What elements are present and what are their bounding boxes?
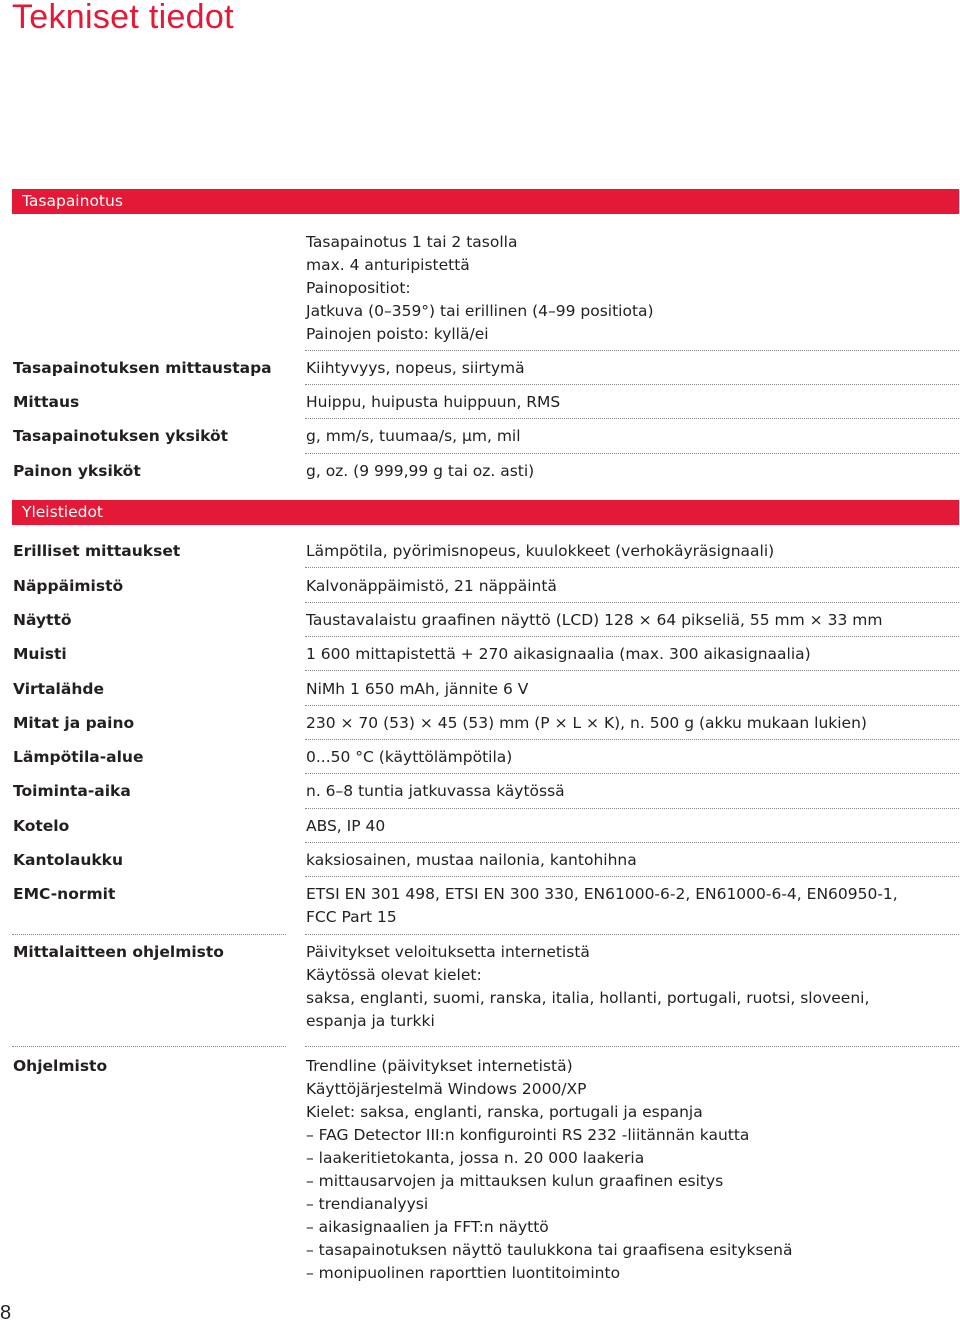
row-separator bbox=[305, 934, 959, 935]
balancing-intro-line: Jatkuva (0–359°) tai erillinen (4–99 positiota) bbox=[306, 302, 654, 320]
balancing-intro-line: max. 4 anturipistettä bbox=[306, 256, 470, 274]
row-value-text: Huippu, huipusta huippuun, RMS bbox=[306, 393, 561, 411]
row-label: Näyttö bbox=[13, 611, 72, 629]
row-separator bbox=[305, 350, 959, 351]
row-value bbox=[306, 460, 958, 483]
row-separator bbox=[305, 739, 959, 740]
row-separator bbox=[305, 705, 959, 706]
row-value-text: 1 600 mittapistettä + 270 aikasignaalia (max. 300 aikasignaalia) bbox=[306, 645, 811, 663]
row-label: Erilliset mittaukset bbox=[13, 542, 181, 560]
row-label: Muisti bbox=[13, 645, 67, 663]
row-value bbox=[306, 425, 958, 448]
page-number: 8 bbox=[0, 1302, 12, 1324]
row-value-text: g, mm/s, tuumaa/s, µm, mil bbox=[306, 427, 521, 445]
row-value bbox=[306, 849, 958, 872]
row-value-text: NiMh 1 650 mAh, jännite 6 V bbox=[306, 680, 529, 698]
row-value-text: g, oz. (9 999,99 g tai oz. asti) bbox=[306, 462, 535, 480]
emc-value bbox=[306, 883, 958, 929]
row-separator bbox=[305, 1046, 959, 1047]
row-separator bbox=[305, 636, 959, 637]
row-label: Kantolaukku bbox=[13, 851, 124, 869]
balancing-intro bbox=[306, 231, 958, 346]
row-value bbox=[306, 815, 958, 838]
row-label: Tasapainotuksen mittaustapa bbox=[13, 359, 272, 377]
balancing-intro-line: Painopositiot: bbox=[306, 279, 411, 297]
row-separator bbox=[305, 876, 959, 877]
row-value-text: 0...50 °C (käyttölämpötila) bbox=[306, 748, 513, 766]
row-value bbox=[306, 540, 958, 563]
balancing-intro-line: Painojen poisto: kyllä/ei bbox=[306, 325, 489, 343]
row-label: EMC-normit bbox=[13, 885, 116, 903]
device-software-line: espanja ja turkki bbox=[306, 1012, 435, 1030]
row-value-text: Taustavalaistu graafinen näyttö (LCD) 128 × 64 pikseliä, 55 mm × 33 mm bbox=[306, 611, 883, 629]
row-separator bbox=[305, 808, 959, 809]
device-software-line: saksa, englanti, suomi, ranska, italia, hollanti, portugali, ruotsi, sloveeni, bbox=[306, 989, 870, 1007]
software-line: – monipuolinen raporttien luontitoiminto bbox=[306, 1264, 621, 1282]
software-line: – tasapainotuksen näyttö taulukkona tai graafisena esityksenä bbox=[306, 1241, 793, 1259]
row-label: Mittaus bbox=[13, 393, 80, 411]
software-line: Kielet: saksa, englanti, ranska, portugali ja espanja bbox=[306, 1103, 703, 1121]
row-label: Painon yksiköt bbox=[13, 462, 141, 480]
software-value bbox=[306, 1055, 958, 1285]
row-value bbox=[306, 780, 958, 803]
row-value bbox=[306, 678, 958, 701]
software-line: Trendline (päivitykset internetistä) bbox=[306, 1057, 573, 1075]
row-value-text: 230 × 70 (53) × 45 (53) mm (P × L × K), n. 500 g (akku mukaan lukien) bbox=[306, 714, 867, 732]
balancing-intro-line: Tasapainotus 1 tai 2 tasolla bbox=[306, 233, 518, 251]
row-label: Näppäimistö bbox=[13, 577, 124, 595]
row-separator bbox=[12, 1046, 286, 1047]
page-title: Tekniset tiedot bbox=[12, 0, 234, 36]
device-software-line: Käytössä olevat kielet: bbox=[306, 966, 482, 984]
row-value-text: kaksiosainen, mustaa nailonia, kantohihna bbox=[306, 851, 637, 869]
software-line: Käyttöjärjestelmä Windows 2000/XP bbox=[306, 1080, 587, 1098]
software-line: – trendianalyysi bbox=[306, 1195, 429, 1213]
row-separator bbox=[305, 567, 959, 568]
row-label: Lämpötila-alue bbox=[13, 748, 144, 766]
row-separator bbox=[12, 934, 286, 935]
software-line: – aikasignaalien ja FFT:n näyttö bbox=[306, 1218, 549, 1236]
software-line: – mittausarvojen ja mittauksen kulun graafinen esitys bbox=[306, 1172, 724, 1190]
row-value bbox=[306, 575, 958, 598]
software-line: – FAG Detector III:n konfigurointi RS 232 -liitännän kautta bbox=[306, 1126, 750, 1144]
software-line: – laakeritietokanta, jossa n. 20 000 laakeria bbox=[306, 1149, 645, 1167]
row-value bbox=[306, 712, 958, 735]
section-header-general: Yleistiedot bbox=[12, 500, 959, 525]
row-value-text: Lämpötila, pyörimisnopeus, kuulokkeet (verhokäyräsignaali) bbox=[306, 542, 775, 560]
row-separator bbox=[305, 842, 959, 843]
row-label: Ohjelmisto bbox=[13, 1057, 108, 1075]
row-value bbox=[306, 643, 958, 666]
row-label: Toiminta-aika bbox=[13, 782, 131, 800]
row-value-text: ABS, IP 40 bbox=[306, 817, 386, 835]
row-value bbox=[306, 609, 958, 632]
row-separator bbox=[305, 602, 959, 603]
row-value-text: Kiihtyvyys, nopeus, siirtymä bbox=[306, 359, 525, 377]
row-separator bbox=[305, 773, 959, 774]
row-separator bbox=[305, 453, 959, 454]
row-label: Tasapainotuksen yksiköt bbox=[13, 427, 229, 445]
row-separator bbox=[305, 418, 959, 419]
row-value bbox=[306, 746, 958, 769]
row-value bbox=[306, 391, 958, 414]
row-label: Kotelo bbox=[13, 817, 70, 835]
emc-line: ETSI EN 301 498, ETSI EN 300 330, EN61000-6-2, EN61000-6-4, EN60950-1, bbox=[306, 885, 898, 903]
row-separator bbox=[305, 670, 959, 671]
row-label: Mitat ja paino bbox=[13, 714, 135, 732]
device-software-line: Päivitykset veloituksetta internetistä bbox=[306, 943, 590, 961]
row-value-text: Kalvonäppäimistö, 21 näppäintä bbox=[306, 577, 557, 595]
device-software-value bbox=[306, 941, 958, 1033]
section-header-balancing: Tasapainotus bbox=[12, 189, 959, 214]
emc-line: FCC Part 15 bbox=[306, 908, 397, 926]
row-value bbox=[306, 357, 958, 380]
row-value-text: n. 6–8 tuntia jatkuvassa käytössä bbox=[306, 782, 565, 800]
row-label: Mittalaitteen ohjelmisto bbox=[13, 943, 224, 961]
row-label: Virtalähde bbox=[13, 680, 104, 698]
row-separator bbox=[305, 384, 959, 385]
